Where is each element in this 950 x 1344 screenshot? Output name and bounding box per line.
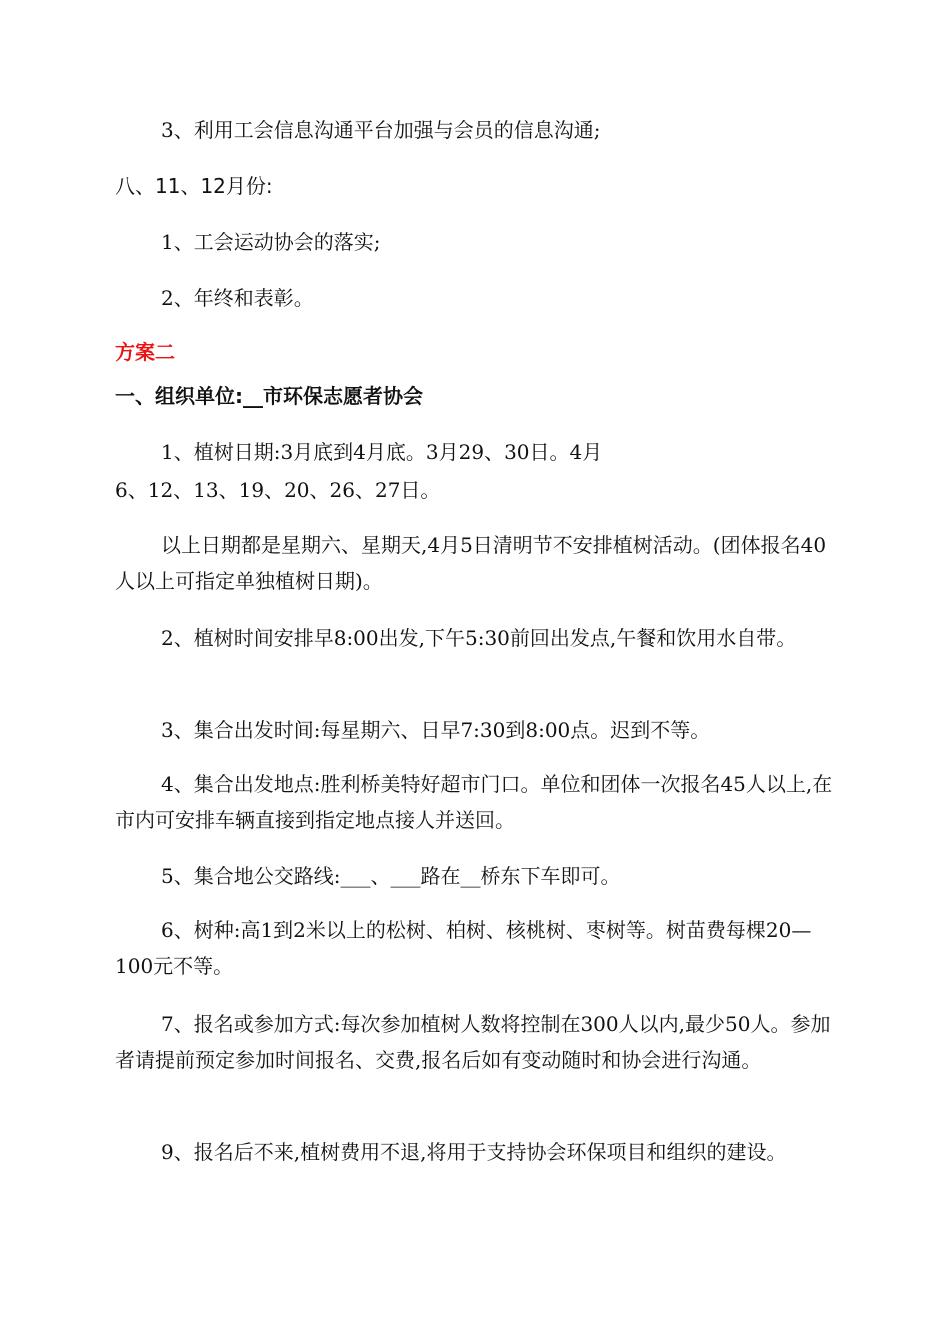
item-planting-dates-line2: 6、12、13、19、20、26、27日。 — [115, 478, 441, 502]
item-no-refund: 9、报名后不来,植树费用不退,将用于支持协会环保项目和组织的建设。 — [161, 1140, 787, 1164]
item-planting-dates-line1: 1、植树日期:3月底到4月底。3月29、30日。4月 — [161, 440, 603, 464]
paragraph-sports-association: 1、工会运动协会的落实; — [161, 230, 381, 254]
paragraph-union-communication: 3、利用工会信息沟通平台加强与会员的信息沟通; — [161, 118, 601, 142]
paragraph-year-end-awards: 2、年终和表彰。 — [161, 286, 314, 310]
plan-two-title: 方案二 — [115, 340, 175, 364]
item-bus-route: 5、集合地公交路线:___、___路在__桥东下车即可。 — [161, 864, 621, 888]
item-registration: 7、报名或参加方式:每次参加植树人数将控制在300人以内,最少50人。参加者请提前预定参加时间报名、交费,报名后如有变动随时和协会进行沟通。 — [115, 1012, 831, 1072]
organizer-heading: 一、组织单位:__市环保志愿者协会 — [115, 384, 423, 408]
item-gathering-place: 4、集合出发地点:胜利桥美特好超市门口。单位和团体一次报名45人以上,在市内可安排车辆直接到指定地点接人并送回。 — [115, 772, 833, 832]
item-schedule: 2、植树时间安排早8:00出发,下午5:30前回出发点,午餐和饮用水自带。 — [161, 626, 797, 650]
item-gathering-time: 3、集合出发时间:每星期六、日早7:30到8:00点。迟到不等。 — [161, 718, 711, 742]
item-tree-species: 6、树种:高1到2米以上的松树、柏树、核桃树、枣树等。树苗费每棵20—100元不等。 — [115, 918, 812, 978]
paragraph-date-note: 以上日期都是星期六、星期天,4月5日清明节不安排植树活动。(团体报名40人以上可指定单独植树日期)。 — [115, 533, 827, 593]
section-heading-nov-dec: 八、11、12月份: — [115, 174, 273, 198]
